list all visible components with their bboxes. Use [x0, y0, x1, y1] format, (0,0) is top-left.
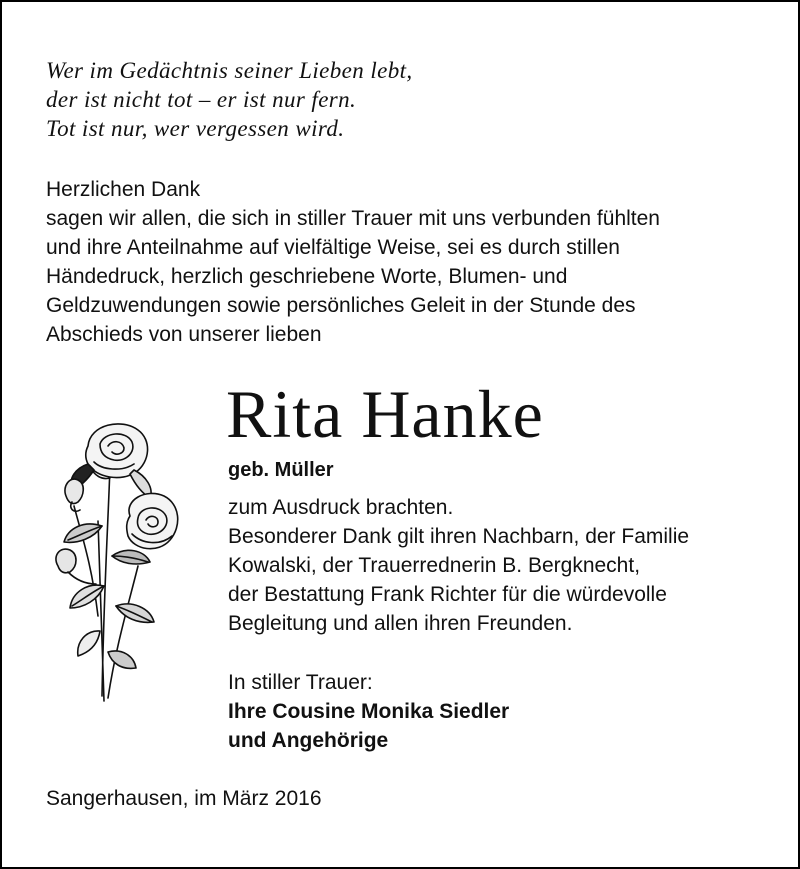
rose-illustration-icon — [38, 416, 188, 706]
acknowledgement-line: der Bestattung Frank Richter für die würdevolle — [228, 583, 667, 606]
thanks-heading: Herzlichen Dank — [46, 178, 201, 201]
maiden-name: geb. Müller — [228, 459, 334, 481]
thanks-line: Geldzuwendungen sowie persönliches Geleit in der Stunde des — [46, 294, 636, 317]
mourners-block — [228, 668, 509, 755]
acknowledgement-paragraph — [228, 493, 689, 638]
mourner-name: Ihre Cousine Monika Siedler — [228, 700, 510, 723]
thanks-paragraph — [46, 175, 660, 349]
memorial-poem — [46, 56, 413, 143]
poem-line: der ist nicht tot – er ist nur fern. — [46, 87, 357, 112]
deceased-name: Rita Hanke — [226, 376, 544, 452]
poem-line: Wer im Gedächtnis seiner Lieben lebt, — [46, 58, 413, 83]
thanks-line: Händedruck, herzlich geschriebene Worte, Blumen- und — [46, 265, 568, 288]
mourners-intro: In stiller Trauer: — [228, 671, 373, 694]
thanks-line: sagen wir allen, die sich in stiller Trauer mit uns verbunden fühlten — [46, 207, 660, 230]
place-date: Sangerhausen, im März 2016 — [46, 787, 322, 810]
poem-line: Tot ist nur, wer vergessen wird. — [46, 116, 345, 141]
acknowledgement-line: Kowalski, der Trauerrednerin B. Bergknecht, — [228, 554, 641, 577]
acknowledgement-line: Besonderer Dank gilt ihren Nachbarn, der Familie — [228, 525, 690, 548]
acknowledgement-line: Begleitung und allen ihren Freunden. — [228, 612, 573, 635]
thanks-line: und ihre Anteilnahme auf vielfältige Weise, sei es durch stillen — [46, 236, 620, 259]
acknowledgement-line: zum Ausdruck brachten. — [228, 496, 454, 519]
thanks-line: Abschieds von unserer lieben — [46, 323, 322, 346]
mourner-name: und Angehörige — [228, 729, 389, 752]
